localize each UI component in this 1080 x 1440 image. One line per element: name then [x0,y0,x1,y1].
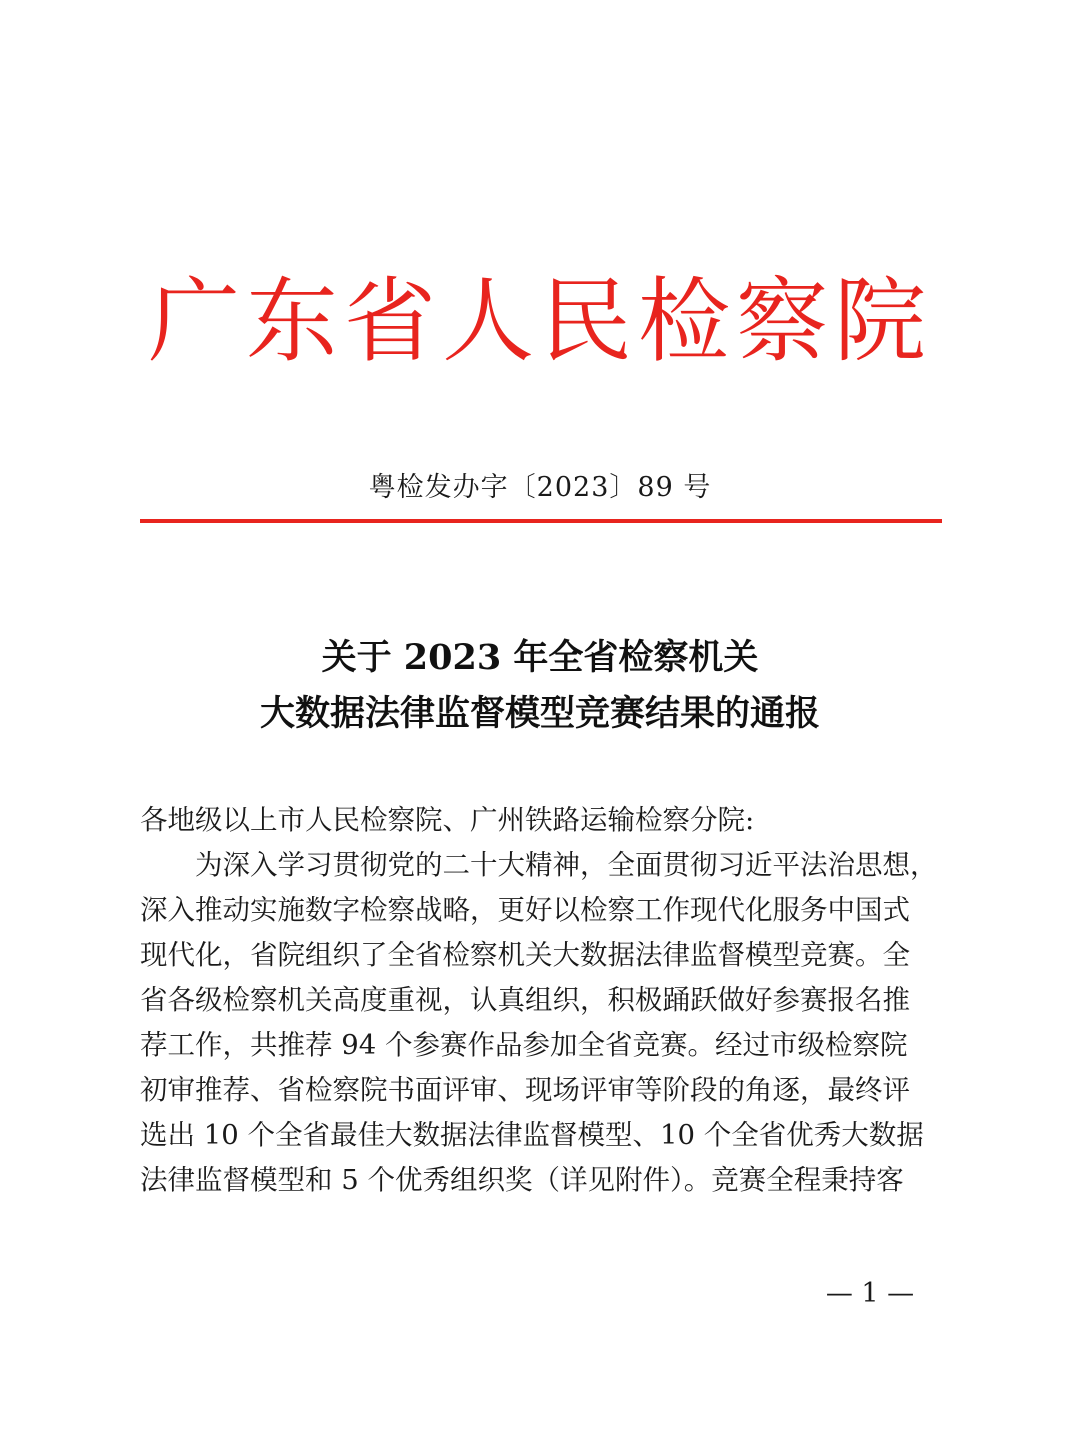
title-line-2: 大数据法律监督模型竞赛结果的通报 [259,693,820,734]
document-body [140,798,950,1203]
body-line: 法律监督模型和 5 个优秀组织奖（详见附件）。竞赛全程秉持客 [140,1164,904,1196]
body-line: 初审推荐、省检察院书面评审、现场评审等阶段的角逐，最终评 [140,1074,910,1106]
body-line: 现代化，省院组织了全省检察机关大数据法律监督模型竞赛。全 [140,939,910,971]
document-number: 粤检发办字〔2023〕89 号 [368,472,712,503]
body-line-salutation: 各地级以上市人民检察院、广州铁路运输检察分院: [140,804,755,836]
issuing-organization-header: 广东省人民检察院 [147,268,932,375]
body-line: 选出 10 个全省最佳大数据法律监督模型、10 个全省优秀大数据 [140,1119,924,1151]
body-line: 荐工作，共推荐 94 个参赛作品参加全省竞赛。经过市级检察院 [140,1029,908,1061]
body-line: 深入推动实施数字检察战略，更好以检察工作现代化服务中国式 [140,894,910,926]
document-title [0,630,1080,742]
red-divider-line [140,519,942,523]
body-line: 为深入学习贯彻党的二十大精神，全面贯彻习近平法治思想， [140,849,938,881]
body-line: 省各级检察机关高度重视，认真组织，积极踊跃做好参赛报名推 [140,984,910,1016]
title-line-1: 关于 2023 年全省检察机关 [321,637,759,678]
page-number: — 1 — [825,1278,915,1309]
